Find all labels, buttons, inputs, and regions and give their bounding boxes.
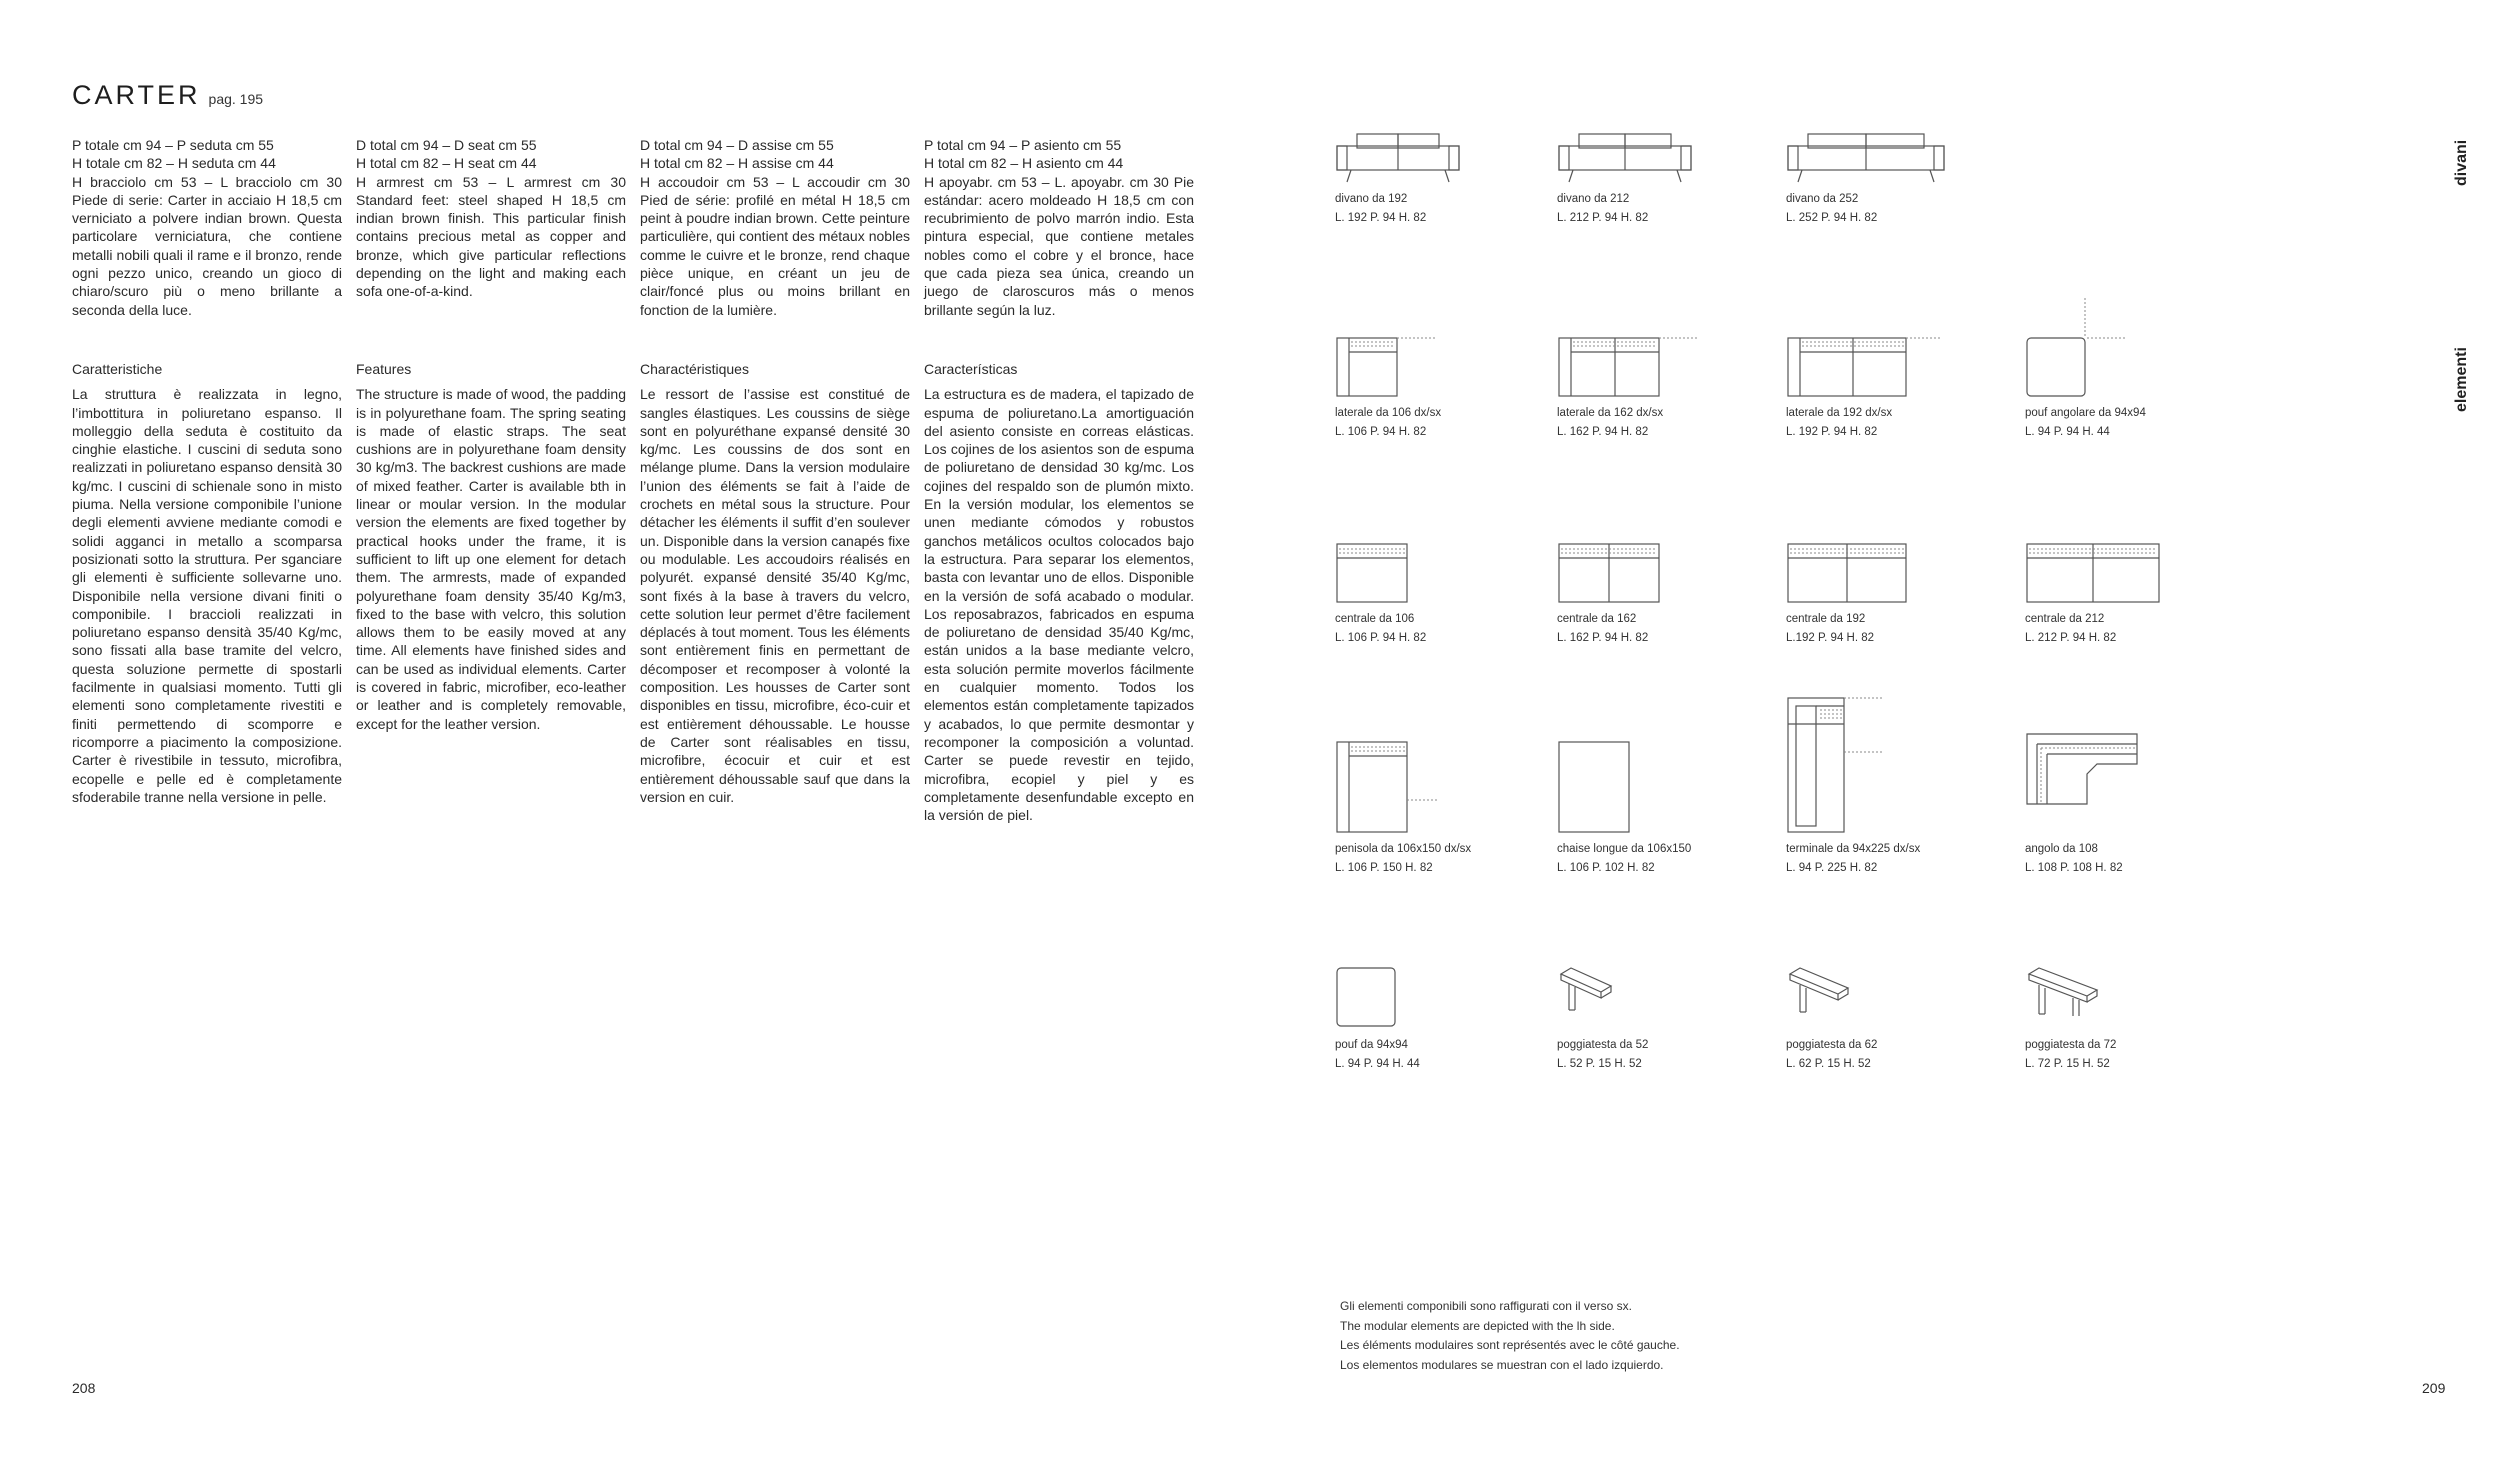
- product-item: centrale da 212 L. 212 P. 94 H. 82: [2025, 540, 2265, 648]
- product-name: CARTER: [72, 80, 201, 110]
- sofa-192-icon: [1335, 126, 1465, 190]
- sofa-212-icon: [1557, 126, 1697, 190]
- features-heading: Características: [924, 361, 1018, 377]
- product-item: centrale da 192 L.192 P. 94 H. 82: [1786, 540, 2026, 648]
- side-element-106-icon: [1335, 330, 1445, 404]
- product-item: centrale da 106 L. 106 P. 94 H. 82: [1335, 540, 1575, 648]
- page-number-left: 208: [72, 1380, 96, 1396]
- section-label-elementi: elementi: [2453, 347, 2470, 412]
- central-element-212-icon: [2025, 540, 2165, 610]
- pouf-icon: [1335, 966, 1405, 1036]
- product-item: laterale da 162 dx/sx L. 162 P. 94 H. 82: [1557, 330, 1797, 442]
- central-element-106-icon: [1335, 540, 1445, 610]
- product-item: laterale da 106 dx/sx L. 106 P. 94 H. 82: [1335, 330, 1575, 442]
- corner-element-icon: [2025, 732, 2145, 840]
- side-element-162-icon: [1557, 330, 1707, 404]
- dimensions-english: D total cm 94 – D seat cm 55 H total cm 82 – H seat cm 44 H armrest cm 53 – L armrest cm 30 Standard feet: steel shaped H 18,5 cm indian brown finish. This particular finish contains precious metal as copper and bronze, which give particular reflections depending on the light and making each sofa one-of-a-kind.: [356, 137, 626, 300]
- dimensions-french: D total cm 94 – D assise cm 55 H total cm 82 – H assise cm 44 H accoudoir cm 53 – L accoudir cm 30 Pied de série: profilé en métal H 18,5 cm peint à poudre indian brown. Cette peinture particulière, qui contient des métaux nobles comme le cuivre et le bronze, rend chaque pièce unique, en créant un jeu de clair/foncé plus ou moins brillant en fonction de la lumière.: [640, 137, 910, 318]
- product-item: divano da 192 L. 192 P. 94 H. 82: [1335, 126, 1575, 228]
- end-element-icon: [1786, 696, 1896, 840]
- central-element-192-icon: [1786, 540, 1916, 610]
- corner-pouf-icon: [2025, 298, 2135, 404]
- section-label-divani: divani: [2453, 139, 2470, 186]
- product-item: angolo da 108 L. 108 P. 108 H. 82: [2025, 732, 2265, 878]
- chaise-longue-icon: [1557, 736, 1667, 840]
- features-heading: Charactéristiques: [640, 361, 749, 377]
- page-reference: pag. 195: [208, 91, 264, 107]
- product-item: divano da 212 L. 212 P. 94 H. 82: [1557, 126, 1797, 228]
- sofa-252-icon: [1786, 126, 1950, 190]
- product-item: penisola da 106x150 dx/sx L. 106 P. 150 H. 82: [1335, 736, 1575, 878]
- dimensions-italian: P totale cm 94 – P seduta cm 55 H totale cm 82 – H seduta cm 44 H bracciolo cm 53 – L bracciolo cm 30 Piede di serie: Carter in acciaio H 18,5 cm verniciato a polvere indian brown. Questa particolare verniciatura, che contiene metalli nobili quali il rame e il bronzo, rende ogni pezzo unico, creando un gioco di chiaro/scuro più o meno brillante a seconda della luce.: [72, 137, 342, 318]
- headrest-52-icon: [1557, 966, 1627, 1036]
- page-title: [72, 80, 263, 111]
- product-item: poggiatesta da 72 L. 72 P. 15 H. 52: [2025, 966, 2265, 1074]
- features-heading: Caratteristiche: [72, 361, 163, 377]
- central-element-162-icon: [1557, 540, 1677, 610]
- product-item: laterale da 192 dx/sx L. 192 P. 94 H. 82: [1786, 330, 2026, 442]
- headrest-62-icon: [1786, 966, 1866, 1036]
- product-item: divano da 252 L. 252 P. 94 H. 82: [1786, 126, 2026, 228]
- dimensions-spanish: P total cm 94 – P asiento cm 55 H total cm 82 – H asiento cm 44 H apoyabr. cm 53 – L. apoyabr. cm 30 Pie estándar: acero moldeado H 18,5 cm con recubrimiento de polvo marrón indio. Esta pintura especial, que contiene metales nobles como el cobre y el bronce, hace que cada pieza sea única, creando un juego de claroscuros más o menos brillante según la luz.: [924, 137, 1194, 318]
- page-number-right: 209: [2422, 1380, 2446, 1396]
- side-element-192-icon: [1786, 330, 1946, 404]
- features-spanish: Características La estructura es de madera, el tapizado de espuma de poliuretano.La amortiguación del asiento consiste en correas elásticas. Los cojines de los asientos son de espuma de poliuretano de densidad 30 kg/mc. Los cojines del respaldo son de plumón mixto. En la versión modular, los elementos se unen mediante cómodos y robustos ganchos metálicos ocultos colocados bajo la estructura. Para separar los elementos, basta con levantar uno de ellos. Disponible en la versión de sofá acabado o modular. Los reposabrazos, fabricados en espuma de poliuretano de densidad 35/40 Kg/mc, están unidos a la base mediante velcro, esta solución permite moverlos fácilmente en cualquier momento. Todos los elementos están completamente tapizados y acabados, lo que permite desmontar y recomponer la composición a voluntad. Carter se puede revestir en tejido, microfibra, ecopiel y piel y es completamente desenfundable excepto en la versión de piel.: [924, 361, 1194, 824]
- product-item: pouf angolare da 94x94 L. 94 P. 94 H. 44: [2025, 298, 2265, 442]
- product-item: chaise longue da 106x150 L. 106 P. 102 H. 82: [1557, 736, 1797, 878]
- product-item: centrale da 162 L. 162 P. 94 H. 82: [1557, 540, 1797, 648]
- features-heading: Features: [356, 361, 412, 377]
- product-item: pouf da 94x94 L. 94 P. 94 H. 44: [1335, 966, 1575, 1074]
- headrest-72-icon: [2025, 966, 2115, 1036]
- features-french: Charactéristiques Le ressort de l’assise est constitué de sangles élastiques. Les coussins de siège sont en polyuréthane expansé densité 30 kg/mc. Les coussins de dos sont en mélange plume. Dans la version modulaire l’union des éléments se fait à l’aide de crochets en métal sous la structure. Pour détacher les éléments il suffit d’en soulever un. Disponible dans la version canapés fixe ou modulable. Les accoudoirs réalisés en polyurét. expansé densité 35/40 Kg/mc, sont fixés à la base à travers du velcro, cette solution leur permet d’être facilement déplacés à tout moment. Tous les éléments sont entièrement finis en permettant de décomposer et recomposer à volonté la composition. Les housses de Carter sont disponibles en tissu, microfibre, éco-cuir et est entièrement déhoussable. Le housse de Carter sont réalisables en tissu, microfibre, écocuir et cuir et est entièrement déhoussable sauf que dans la version en cuir.: [640, 361, 910, 805]
- product-item: terminale da 94x225 dx/sx L. 94 P. 225 H. 82: [1786, 696, 2026, 878]
- modular-elements-note: Gli elementi componibili sono raffigurati con il verso sx. The modular elements are depicted with the lh side. Les éléments modulaires sont représentés avec le côté gauche. Los elementos modulares se muestran con el lado izquierdo.: [1340, 1299, 1680, 1372]
- product-item: poggiatesta da 62 L. 62 P. 15 H. 52: [1786, 966, 2026, 1074]
- features-italian: Caratteristiche La struttura è realizzata in legno, l’imbottitura in poliuretano espanso. Il molleggio della seduta è costituito da cinghie elastiche. I cuscini di seduta sono realizzati in poliuretano espanso densità 30 kg/mc. I cuscini di schienale sono in misto piuma. Nella versione componibile l’unione degli elementi avviene mediante comodi e solidi agganci in metallo a scomparsa posizionati sotto la struttura. Per sganciare gli elementi è sufficiente sollevarne uno. Disponibile nella versione divani finiti o componibile. I braccioli realizzati in poliuretano espanso densità 35/40 Kg/mc, sono fissati alla base tramite del velcro, questa soluzione permette di spostarli facilmente in qualsiasi momento. Tutti gli elementi sono completamente rivestiti e finiti permettendo di scomporre e ricomporre a piacimento la composizione. Carter è rivestibile in tessuto, microfibra, ecopelle e pelle ed è completamente sfoderabile tranne nella versione in pelle.: [72, 361, 342, 805]
- product-item: poggiatesta da 52 L. 52 P. 15 H. 52: [1557, 966, 1797, 1074]
- peninsula-icon: [1335, 736, 1445, 840]
- features-english: Features The structure is made of wood, the padding is in polyurethane foam. The spring seating is made of elastic straps. The seat cushions are in polyurethane foam density 30 kg/m3. The backrest cushions are made of mixed feather. Carter is available bth in linear or moular version. In the modular version the elements are fixed together by practical hooks under the frame, it is sufficient to lift up one element for detach them. The armrests, made of expanded polyurethane foam density 35/40 Kg/m3, fixed to the base with velcro, this solution allows them to be easily moved at any time. All elements have finished sides and can be used as individual elements. Carter is covered in fabric, microfiber, eco-leather or leather and is completely removable, except for the leather version.: [356, 361, 626, 732]
